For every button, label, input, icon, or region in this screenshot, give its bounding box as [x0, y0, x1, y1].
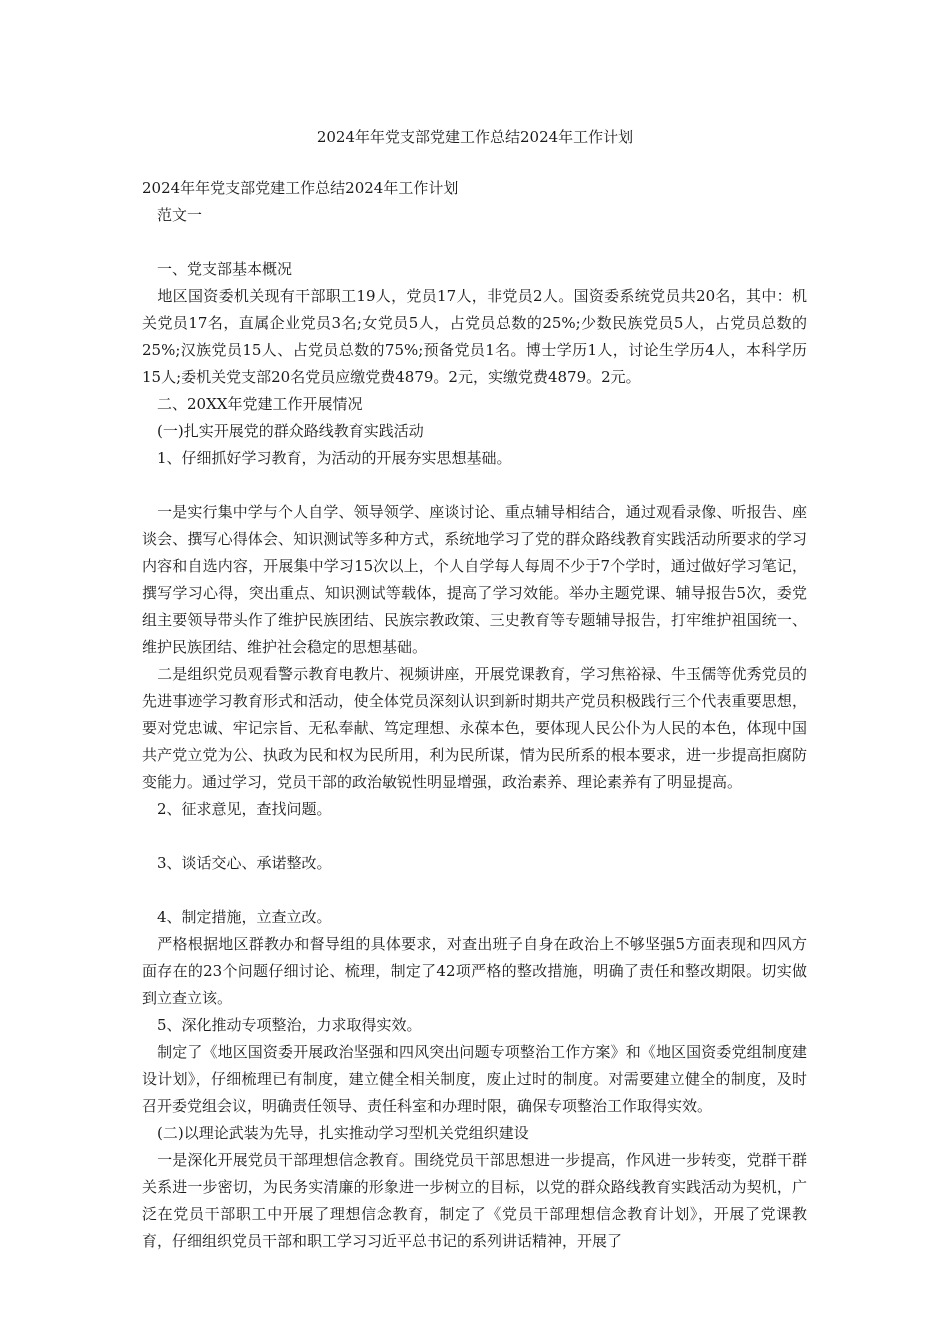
paragraph: 制定了《地区国资委开展政治坚强和四风突出问题专项整治工作方案》和《地区国资委党组制度建设计划》，仔细梳理已有制度，建立健全相关制度，废止过时的制度。对需要建立健全的制度，及时召开委党组会议，明确责任领导、责任科室和办理时限，确保专项整治工作取得实效。	[142, 1043, 807, 1115]
paragraph: 1、仔细抓好学习教育，为活动的开展夯实思想基础。	[142, 449, 512, 467]
paragraph: 一是实行集中学与个人自学、领导领学、座谈讨论、重点辅导相结合，通过观看录像、听报告、座谈会、撰写心得体会、知识测试等多种方式，系统地学习了党的群众路线教育实践活动所要求的学习内容和自选内容，开展集中学习15次以上，个人自学每人每周不少于7个学时，通过做好学习笔记，撰写学习心得，突出重点、知识测试等载体，提高了学习效能。举办主题党课、辅导报告5次，委党组主要领导带头作了维护民族团结、民族宗教政策、三史教育等专题辅导报告，打牢维护祖国统一、维护民族团结、维护社会稳定的思想基础。	[142, 503, 807, 656]
paragraph: 二是组织党员观看警示教育电教片、视频讲座，开展党课教育，学习焦裕禄、牛玉儒等优秀党员的先进事迹学习教育形式和活动，使全体党员深刻认识到新时期共产党员积极践行三个代表重要思想，要对党忠诚、牢记宗旨、无私奉献、笃定理想、永葆本色，要体现人民公仆为人民的本色，体现中国共产党立党为公、执政为民和权为民所用，利为民所谋，情为民所系的根本要求，进一步提高拒腐防变能力。通过学习，党员干部的政治敏锐性明显增强，政治素养、理论素养有了明显提高。	[142, 665, 807, 791]
paragraph: (二)以理论武装为先导，扎实推动学习型机关党组织建设	[142, 1124, 529, 1142]
document-title: 2024年年党支部党建工作总结2024年工作计划	[316, 128, 634, 146]
blank-line	[142, 472, 807, 499]
blank-line	[142, 877, 807, 904]
paragraph: 严格根据地区群教办和督导组的具体要求，对查出班子自身在政治上不够坚强5方面表现和四风方面存在的23个问题仔细讨论、梳理，制定了42项严格的整改措施，明确了责任和整改期限。切实做到立查立该。	[142, 935, 807, 1007]
paragraph: 2、征求意见，查找问题。	[142, 800, 332, 818]
document-body	[142, 175, 807, 1255]
paragraph: 一、党支部基本概况	[142, 260, 293, 278]
paragraph: (一)扎实开展党的群众路线教育实践活动	[142, 422, 424, 440]
paragraph: 一是深化开展党员干部理想信念教育。围绕党员干部思想进一步提高，作风进一步转变，党群干群关系进一步密切，为民务实清廉的形象进一步树立的目标，以党的群众路线教育实践活动为契机，广泛在党员干部职工中开展了理想信念教育，制定了《党员干部理想信念教育计划》，开展了党课教育，仔细组织党员干部和职工学习习近平总书记的系列讲话精神，开展了	[142, 1151, 807, 1250]
blank-line	[142, 229, 807, 256]
paragraph: 2024年年党支部党建工作总结2024年工作计划	[142, 179, 459, 197]
paragraph: 地区国资委机关现有干部职工19人，党员17人，非党员2人。国资委系统党员共20名，其中：机关党员17名，直属企业党员3名;女党员5人，占党员总数的25%;少数民族党员5人，占党员总数的25%;汉族党员15人、占党员总数的75%;预备党员1名。博士学历1人，讨论生学历4人，本科学历15人;委机关党支部20名党员应缴党费4879。2元，实缴党费4879。2元。	[142, 287, 807, 386]
paragraph: 范文一	[142, 206, 203, 224]
paragraph: 5、深化推动专项整治，力求取得实效。	[142, 1016, 422, 1034]
paragraph: 4、制定措施，立查立改。	[142, 908, 332, 926]
paragraph: 3、谈话交心、承诺整改。	[142, 854, 332, 872]
paragraph: 二、20XX年党建工作开展情况	[142, 395, 363, 413]
blank-line	[142, 823, 807, 850]
